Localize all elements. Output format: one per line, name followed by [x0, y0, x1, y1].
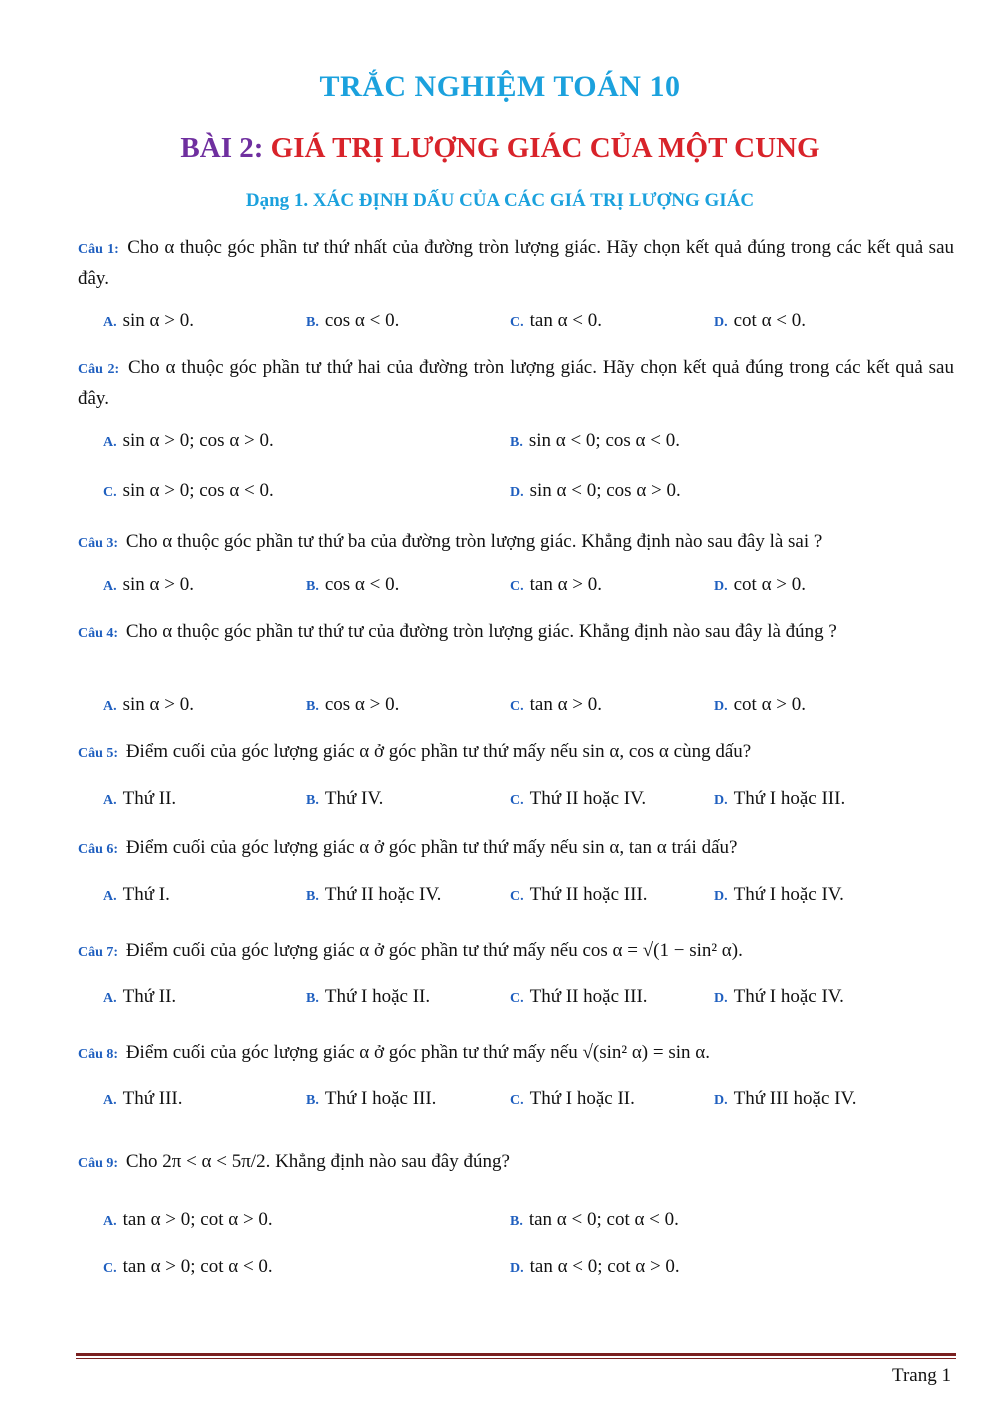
option-letter: C. [510, 699, 524, 714]
lesson-title: GIÁ TRỊ LƯỢNG GIÁC CỦA MỘT CUNG [270, 132, 820, 164]
option-letter: B. [306, 1093, 319, 1108]
option-letter: D. [714, 991, 728, 1006]
option-b[interactable] [306, 574, 399, 596]
option-letter: D. [714, 699, 728, 714]
option-text: Thứ I hoặc II. [324, 986, 431, 1007]
option-letter: C. [510, 579, 524, 594]
option-c[interactable] [103, 480, 274, 502]
option-letter: B. [306, 991, 319, 1006]
option-a[interactable] [103, 1209, 273, 1231]
option-d[interactable] [714, 884, 844, 906]
option-a[interactable] [103, 986, 176, 1008]
option-text: sin α > 0. [122, 310, 194, 331]
question-label: Câu 4: [78, 626, 119, 641]
option-b[interactable] [510, 430, 680, 452]
option-text: sin α > 0. [122, 694, 194, 715]
option-letter: D. [510, 485, 524, 500]
option-text: tan α < 0. [529, 310, 603, 331]
option-b[interactable] [306, 986, 430, 1008]
option-text: Thứ I hoặc III. [324, 1088, 437, 1109]
option-d[interactable] [714, 1088, 856, 1110]
option-text: Thứ III. [122, 1088, 183, 1109]
option-letter: D. [714, 315, 728, 330]
option-a[interactable] [103, 694, 194, 716]
footer-rule-thin [76, 1358, 956, 1359]
question-5 [78, 737, 954, 768]
option-text: Thứ II. [122, 788, 177, 809]
option-letter: A. [103, 991, 117, 1006]
option-text: Thứ II. [122, 986, 177, 1007]
option-b[interactable] [306, 884, 441, 906]
question-1 [78, 233, 954, 293]
question-text: Cho α thuộc góc phần tư thứ hai của đường tròn lượng giác. Hãy chọn kết quả đúng trong các kết quả sau đây. [78, 357, 954, 409]
option-b[interactable] [306, 1088, 436, 1110]
question-label: Câu 9: [78, 1156, 119, 1171]
option-text: Thứ I hoặc IV. [733, 986, 844, 1007]
option-text: tan α < 0; cot α < 0. [528, 1209, 679, 1230]
option-d[interactable] [510, 480, 681, 502]
question-label: Câu 7: [78, 945, 119, 960]
option-letter: C. [510, 1093, 524, 1108]
question-3 [78, 527, 954, 558]
question-6 [78, 833, 954, 864]
option-letter: A. [103, 1214, 117, 1229]
option-letter: B. [306, 579, 319, 594]
lesson-heading [0, 132, 1000, 165]
option-d[interactable] [714, 788, 845, 810]
option-letter: B. [306, 889, 319, 904]
question-text: Điểm cuối của góc lượng giác α ở góc phần tư thứ mấy nếu sin α, tan α trái dấu? [125, 837, 738, 858]
option-letter: C. [510, 315, 524, 330]
option-letter: A. [103, 699, 117, 714]
option-c[interactable] [510, 884, 648, 906]
question-label: Câu 3: [78, 536, 119, 551]
option-letter: C. [103, 1261, 117, 1276]
option-letter: D. [510, 1261, 524, 1276]
option-c[interactable] [510, 986, 648, 1008]
option-text: tan α > 0. [529, 694, 603, 715]
option-text: Thứ II hoặc III. [529, 884, 648, 905]
option-text: sin α > 0. [122, 574, 194, 595]
option-letter: B. [306, 793, 319, 808]
question-label: Câu 5: [78, 746, 119, 761]
option-a[interactable] [103, 574, 194, 596]
option-text: cot α > 0. [733, 574, 807, 595]
option-letter: B. [510, 1214, 523, 1229]
option-letter: A. [103, 579, 117, 594]
section-heading: Dạng 1. XÁC ĐỊNH DẤU CỦA CÁC GIÁ TRỊ LƯỢNG GIÁC [245, 190, 755, 211]
option-b[interactable] [306, 310, 399, 332]
option-text: Thứ III hoặc IV. [733, 1088, 857, 1109]
option-b[interactable] [510, 1209, 679, 1231]
option-text: sin α > 0; cos α > 0. [122, 430, 274, 451]
lesson-prefix: BÀI 2: [180, 132, 264, 164]
option-letter: D. [714, 1093, 728, 1108]
option-d[interactable] [510, 1256, 680, 1278]
option-a[interactable] [103, 884, 170, 906]
option-text: sin α < 0; cos α < 0. [528, 430, 680, 451]
option-text: tan α < 0; cot α > 0. [529, 1256, 680, 1277]
option-c[interactable] [510, 788, 646, 810]
option-d[interactable] [714, 574, 806, 596]
question-9 [78, 1147, 954, 1178]
option-b[interactable] [306, 694, 399, 716]
option-letter: C. [510, 793, 524, 808]
option-a[interactable] [103, 1088, 183, 1110]
question-2 [78, 353, 954, 413]
option-letter: A. [103, 1093, 117, 1108]
question-text: Điểm cuối của góc lượng giác α ở góc phần tư thứ mấy nếu √(sin² α) = sin α. [125, 1042, 710, 1063]
option-letter: A. [103, 435, 117, 450]
option-c[interactable] [510, 574, 602, 596]
option-d[interactable] [714, 694, 806, 716]
option-text: Thứ I. [122, 884, 170, 905]
option-text: tan α > 0; cot α < 0. [122, 1256, 273, 1277]
option-letter: A. [103, 889, 117, 904]
question-text: Điểm cuối của góc lượng giác α ở góc phần tư thứ mấy nếu cos α = √(1 − sin² α). [125, 940, 743, 961]
question-7 [78, 936, 954, 967]
question-label: Câu 1: [78, 242, 119, 257]
option-letter: B. [306, 315, 319, 330]
option-text: cos α < 0. [324, 310, 400, 331]
option-c[interactable] [510, 1088, 635, 1110]
question-text: Cho α thuộc góc phần tư thứ ba của đường tròn lượng giác. Khẳng định nào sau đây là sai ? [125, 531, 823, 552]
option-letter: C. [103, 485, 117, 500]
option-text: Thứ II hoặc III. [529, 986, 648, 1007]
option-text: cot α > 0. [733, 694, 807, 715]
question-label: Câu 6: [78, 842, 119, 857]
question-text: Cho 2π < α < 5π/2. Khẳng định nào sau đây đúng? [125, 1151, 510, 1172]
option-a[interactable] [103, 788, 176, 810]
footer-rule-thick [76, 1353, 956, 1356]
option-letter: B. [306, 699, 319, 714]
option-b[interactable] [306, 788, 383, 810]
option-letter: C. [510, 889, 524, 904]
question-label: Câu 8: [78, 1047, 119, 1062]
option-letter: A. [103, 793, 117, 808]
option-text: cos α > 0. [324, 694, 400, 715]
option-letter: D. [714, 889, 728, 904]
page-number: Trang 1 [892, 1365, 951, 1386]
option-text: Thứ IV. [324, 788, 384, 809]
option-letter: D. [714, 579, 728, 594]
option-c[interactable] [510, 694, 602, 716]
doc-title: TRẮC NGHIỆM TOÁN 10 [319, 70, 681, 103]
option-text: Thứ I hoặc II. [529, 1088, 635, 1109]
option-a[interactable] [103, 310, 194, 332]
option-c[interactable] [103, 1256, 273, 1278]
option-letter: C. [510, 991, 524, 1006]
option-text: sin α > 0; cos α < 0. [122, 480, 274, 501]
option-letter: B. [510, 435, 523, 450]
question-text: Cho α thuộc góc phần tư thứ nhất của đường tròn lượng giác. Hãy chọn kết quả đúng trong các kết quả sau đây. [78, 237, 955, 289]
option-a[interactable] [103, 430, 274, 452]
option-text: Thứ II hoặc IV. [529, 788, 647, 809]
question-label: Câu 2: [78, 362, 120, 377]
option-text: tan α > 0. [529, 574, 603, 595]
option-text: cot α < 0. [733, 310, 807, 331]
question-text: Điểm cuối của góc lượng giác α ở góc phần tư thứ mấy nếu sin α, cos α cùng dấu? [125, 741, 752, 762]
option-text: Thứ I hoặc III. [733, 788, 846, 809]
option-text: cos α < 0. [324, 574, 400, 595]
question-4 [78, 617, 954, 648]
option-text: sin α < 0; cos α > 0. [529, 480, 681, 501]
option-text: Thứ II hoặc IV. [324, 884, 442, 905]
option-letter: D. [714, 793, 728, 808]
option-d[interactable] [714, 310, 806, 332]
option-c[interactable] [510, 310, 602, 332]
question-text: Cho α thuộc góc phần tư thứ tư của đường tròn lượng giác. Khẳng định nào sau đây là đúng ? [125, 621, 837, 642]
option-text: tan α > 0; cot α > 0. [122, 1209, 273, 1230]
question-8 [78, 1038, 954, 1069]
option-text: Thứ I hoặc IV. [733, 884, 844, 905]
option-d[interactable] [714, 986, 844, 1008]
option-letter: A. [103, 315, 117, 330]
